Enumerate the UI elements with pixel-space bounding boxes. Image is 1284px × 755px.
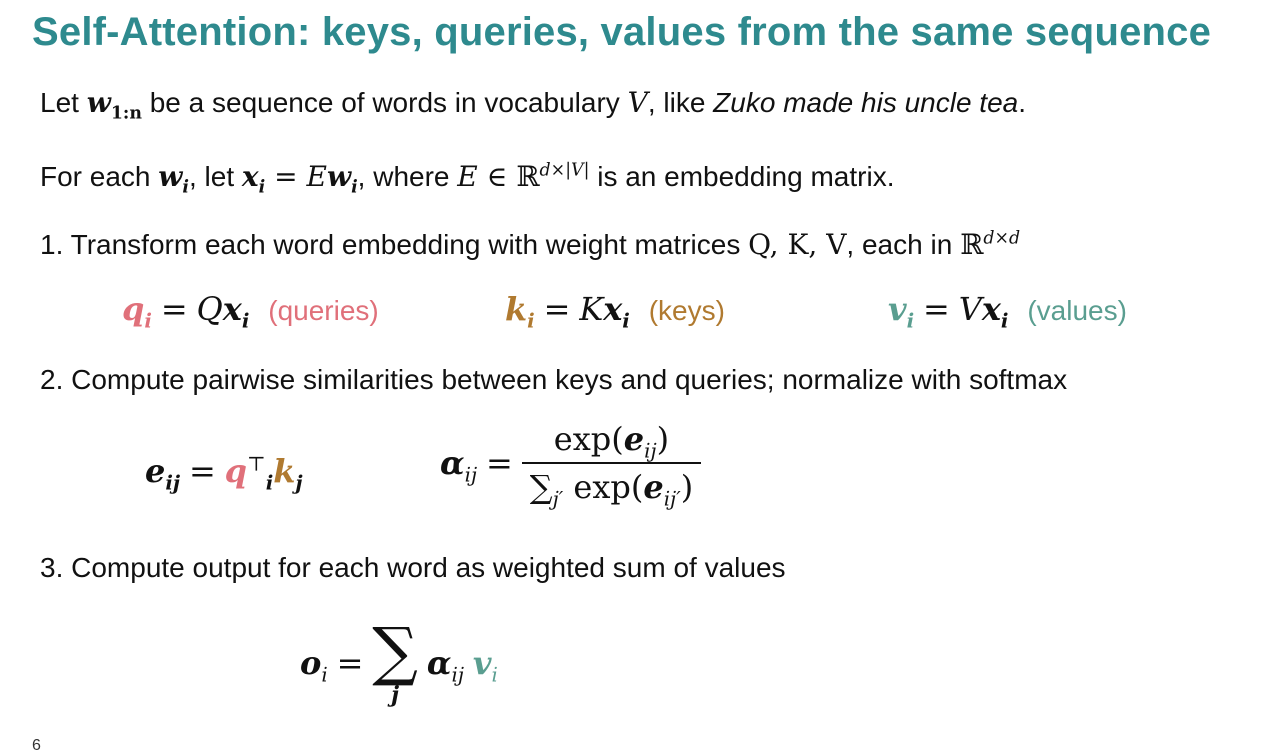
embed-text: is an embedding matrix. bbox=[597, 161, 895, 192]
query-equals: = bbox=[160, 290, 188, 328]
value-matrix: V bbox=[958, 290, 982, 328]
embed-where: , where bbox=[357, 161, 450, 192]
step1-each-in: , each in bbox=[846, 229, 953, 260]
key-equals: = bbox=[543, 290, 571, 328]
key-label: (keys) bbox=[648, 295, 725, 326]
value-x: $x_i$ bbox=[981, 290, 1009, 333]
intro-w-symbol: $w_{1:n}$ bbox=[86, 86, 142, 124]
intro-example: Zuko made his uncle tea bbox=[713, 87, 1019, 118]
query-equation bbox=[122, 290, 379, 333]
output-alpha-symbol: $\alpha_{ij}$ bbox=[426, 644, 464, 687]
embed-equals: = bbox=[265, 160, 307, 193]
output-sum-index: j bbox=[391, 682, 400, 708]
key-matrix: K bbox=[579, 290, 604, 328]
intro-let: Let bbox=[40, 87, 79, 118]
softmax-equation bbox=[440, 420, 701, 511]
embed-w-symbol: $w_i$ bbox=[158, 160, 189, 198]
embed-E-symbol-2: E bbox=[457, 160, 478, 193]
step3-line bbox=[40, 552, 786, 584]
query-matrix: Q bbox=[196, 290, 223, 328]
embedding-line bbox=[40, 160, 895, 198]
query-label: (queries) bbox=[268, 295, 379, 326]
score-e-symbol: $e_{ij}$ bbox=[145, 452, 181, 495]
output-sum-sign: ∑ bbox=[372, 615, 418, 689]
intro-period: . bbox=[1018, 87, 1027, 118]
score-equation bbox=[145, 452, 303, 495]
key-x: $x_i$ bbox=[603, 290, 630, 333]
step1-R: ℝ bbox=[960, 228, 984, 261]
output-sum bbox=[372, 615, 418, 708]
softmax-numerator: $\exp(e_{ij})$ bbox=[553, 420, 670, 463]
output-equals: = bbox=[336, 644, 364, 682]
intro-text: be a sequence of words in vocabulary bbox=[149, 87, 620, 118]
query-symbol: $q_i$ bbox=[122, 290, 152, 333]
value-label: (values) bbox=[1027, 295, 1127, 326]
embed-for-each: For each bbox=[40, 161, 151, 192]
embed-E-symbol: E bbox=[306, 160, 327, 193]
embed-x-symbol: $x_i$ bbox=[241, 160, 266, 198]
value-equation bbox=[888, 290, 1127, 333]
step2-text: 2. Compute pairwise similarities between keys and queries; normalize with softmax bbox=[40, 364, 1068, 395]
step1-matrices: Q, K, V bbox=[748, 228, 847, 261]
output-o-symbol: $o_i$ bbox=[300, 644, 328, 687]
softmax-alpha-symbol: $\alpha_{ij}$ bbox=[440, 444, 478, 487]
key-symbol: $k_i$ bbox=[505, 290, 535, 333]
intro-like: , like bbox=[647, 87, 706, 118]
softmax-equals: = bbox=[486, 444, 513, 482]
embed-dim-sup: d×|V| bbox=[539, 160, 590, 181]
softmax-fraction bbox=[522, 420, 701, 511]
intro-vocab-symbol: V bbox=[627, 86, 648, 119]
value-symbol: $v_i$ bbox=[888, 290, 915, 333]
step1-text: 1. Transform each word embedding with weight matrices bbox=[40, 229, 741, 260]
page-number: 6 bbox=[32, 737, 41, 754]
intro-line bbox=[40, 86, 1027, 124]
score-equals: = bbox=[188, 452, 216, 490]
step1-line bbox=[40, 228, 1020, 261]
output-equation bbox=[300, 615, 498, 708]
embed-w-symbol-2: $w_i$ bbox=[326, 160, 358, 198]
score-q-symbol: $q^⊤_i$ bbox=[224, 452, 274, 495]
output-v-symbol: $v_i$ bbox=[472, 644, 498, 687]
step1-dim-sup: d×d bbox=[983, 228, 1021, 249]
score-k-symbol: $k_j$ bbox=[273, 452, 303, 495]
step2-line bbox=[40, 364, 1067, 396]
slide-title: Self-Attention: keys, queries, values from the same sequence bbox=[32, 10, 1212, 54]
query-x: $x_i$ bbox=[222, 290, 250, 333]
key-equation bbox=[505, 290, 725, 333]
embed-let: , let bbox=[189, 161, 235, 192]
softmax-denominator: $\sum_{j'}$ $\exp(e_{ij'})$ bbox=[522, 462, 701, 506]
value-equals: = bbox=[923, 290, 950, 328]
embed-in-R: ∈ ℝ bbox=[477, 160, 540, 193]
step3-text: 3. Compute output for each word as weighted sum of values bbox=[40, 552, 786, 583]
